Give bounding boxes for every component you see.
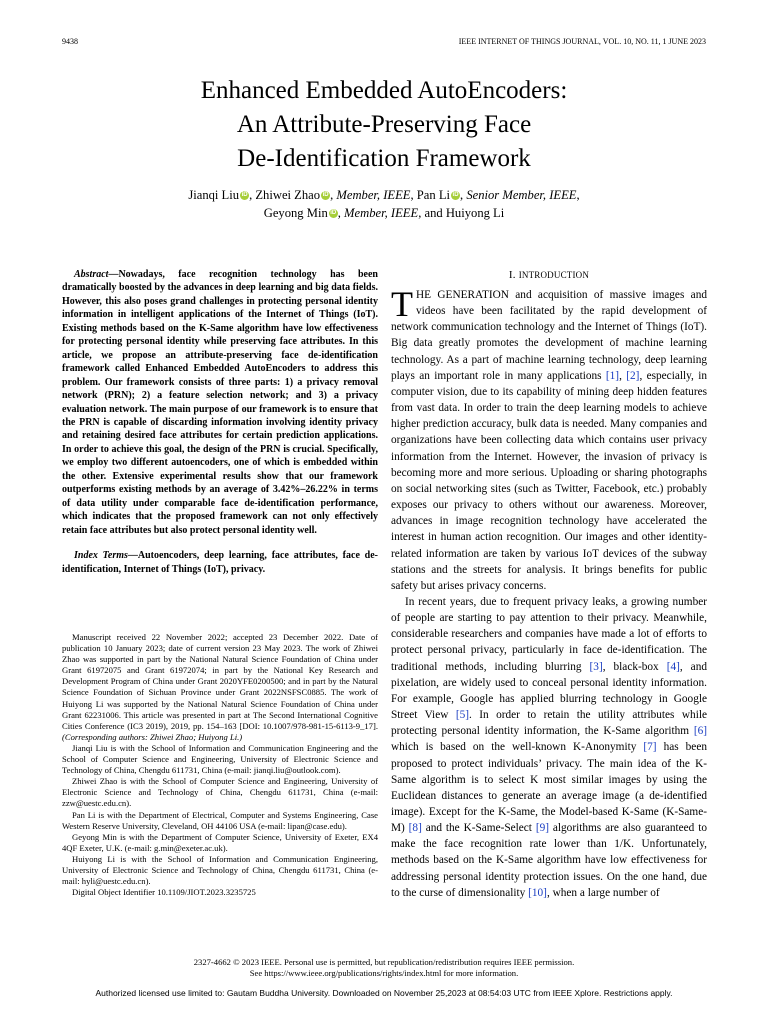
citation-link[interactable]: [8] — [408, 822, 422, 835]
title-line: An Attribute-Preserving Face — [236, 111, 532, 138]
license-footer: Authorized licensed use limited to: Gautam Buddha University. Downloaded on November 25,2023 at 08:54:03 UTC from IEEE Xplore. Restrictions apply. — [95, 988, 673, 998]
author-name: Jianqi Liu — [188, 188, 240, 202]
author-role: Member, IEEE — [336, 188, 411, 202]
author-role: Member, IEEE — [344, 206, 419, 220]
right-column — [391, 268, 707, 901]
author-name: Pan Li — [416, 188, 451, 202]
paper-title — [0, 74, 768, 176]
citation-link[interactable]: [1] — [605, 369, 620, 382]
section-heading — [391, 268, 707, 287]
copyright-notice: 2327-4662 © 2023 IEEE. Personal use is permitted, but republication/redistribution requires IEEE permission. See https://www.ieee.org/publications/rights/index.html for more information. — [193, 957, 575, 978]
section-title: INTRODUCTION — [518, 270, 590, 280]
footnote-paragraph: Pan Li is with the Department of Electrical, Computer and Systems Engineering, Case Western Reserve University, Cleveland, OH 44106 USA (e-mail: lipan@case.edu). — [62, 809, 378, 831]
footnote-paragraph: Jianqi Liu is with the School of Information and Communication Engineering and the School of Computer Science and Engineering, University of Electronic Science and Technology of China, Chengdu 611731, China (e-mail: jianqi.liu@outlook.com). — [62, 742, 378, 776]
section-body — [391, 284, 707, 901]
journal-info: IEEE INTERNET OF THINGS JOURNAL, VOL. 10, NO. 11, 1 JUNE 2023 — [458, 37, 706, 46]
citation-link[interactable]: [10] — [528, 886, 547, 899]
section-number: I. — [508, 269, 516, 281]
footnote-paragraph: Manuscript received 22 November 2022; accepted 23 December 2022. Date of publication 10 January 2023; date of current version 23 May 2023. The work of Zhiwei Zhao was supported in part by the National Natural Science Foundation of China under Grant 61972075 and Grant 61972074; in part by the National Key Research and Development Program of China under Grant 2020YFE0200500; and in part by the Natural Science Foundation of Sichuan Province under Grant 2022NSFSC0885. The work of Huiyong Li was supported by the National Natural Science Foundation of China under Grant 62231006. This article was presented in part at The Second International Cognitive Cities Conference (IC3 2019), 2019, pp. 154–163 [DOI: 10.1007/978-981-15-6113-9_17]. (Corresponding authors: Zhiwei Zhao; Huiyong Li.) — [62, 632, 378, 742]
orcid-icon[interactable]: iD — [452, 192, 459, 198]
abstract-text: Nowadays, face recognition technology has been dramatically boosted by the advances in deep learning and big data fields. However, this also poses grand challenges in protecting personal identity information in intelligent applications of the Internet of Things (IoT). Existing methods based on the K-Same algorithm have low effectiveness for protecting personal identity while preserving face attributes. In this article, we propose an attribute-preserving face de-identification framework called Enhanced Embedded AutoEncoders to address this problem. Our framework consists of three parts: 1) a privacy removal network (PRN); 2) a feature selection network; and 3) a privacy evaluation network. The main purpose of our framework is to ensure that the PRN is capable of discarding information involving identity privacy and retaining desired face attributes for certain prediction applications. In order to achieve this goal, the design of the PRN is crucial. Specifically, we employ two different autoencoders, one of which is embedded within the other. Extensive experimental results show that our framework outperforms existing methods by an average of 3.42%–26.22% in terms of data utility under comparable face de-identification performance, which indicates that the proposed framework can not only effectively retain face attributes but also protect personal identity well. — [62, 269, 378, 536]
title-line: Enhanced Embedded AutoEncoders: — [200, 77, 568, 104]
footnote-paragraph: Huiyong Li is with the School of Information and Communication Engineering, University of Electronic Science and Technology of China, Chengdu 611731, China (e-mail: hyli@uestc.edu.cn). — [62, 853, 378, 887]
doi: Digital Object Identifier 10.1109/JIOT.2023.3235725 — [72, 887, 256, 898]
orcid-icon[interactable]: iD — [241, 192, 248, 198]
orcid-icon[interactable]: iD — [330, 210, 337, 216]
footnote — [62, 632, 378, 898]
corresponding-authors: (Corresponding authors: Zhiwei Zhao; Huiyong Li.) — [62, 731, 243, 742]
author-conjunction: and — [424, 206, 443, 220]
drop-cap: T — [391, 284, 413, 324]
body-paragraph: In recent years, due to frequent privacy leaks, a growing number of people are starting to pay attention to their privacy. Meanwhile, considerable researchers and companies have made a lot of efforts to protect personal privacy, particularly in face de-identification. The traditional methods, including blurring [3], black-box [4], and pixelation, are widely used to conceal personal identity information. For example, Google has applied blurring technology in Google Street View [5]. In order to retain the utility attributes while protecting personal identity information, the K-Same algorithm [6] which is based on the well-known K-Anonymity [7] has been proposed to protect individuals’ privacy. The main idea of the K-Same algorithm is to select K most similar images by using the Euclidean distances to generate an average image (a de-identified image). Except for the K-Same, the Model-based K-Same (K-Same-M) [8] and the K-Same-Select [9] algorithms are also guaranteed to make the face recognition rate lower than 1/K. Unfortunately, methods based on the K-Same algorithm have low effectiveness for addressing personal identity protection issues. On the one hand, due to the curse of dimensionality [10], when a large number of — [391, 595, 707, 899]
citation-link[interactable]: [3] — [589, 660, 603, 673]
citation-link[interactable]: [5] — [455, 709, 469, 722]
body-paragraph: THE GENERATION and acquisition of massive images and videos have been facilitated by the rapid development of network communication technology and the Internet of Things (IoT). Big data greatly promotes the development of machine learning technology. As a part of machine learning technology, deep learning plays an important role in many applications [1], [2], especially, in computer vision, due to its capability of mining deep hidden features from vast data. In order to train the deep learning models to achieve higher prediction accuracy, bulk data is needed. Many companies and organizations have been collecting data which contains user privacy information from the Internet. However, the invasion of privacy is becoming more and more serious. Uploading or sharing photographs on social networking sites (such as Twitter, Facebook, etc.) probably exposes our privacy to others without our awareness. Moreover, advances in image recognition technology have accelerated the interest in human action recognition. Our images and other identity-related information are taken by various IoT devices of the subway stations and the streets for analysis. It brings benefits for public safety but arises privacy concerns. — [391, 284, 707, 592]
index-terms: Index Terms—Autoencoders, deep learning, face attributes, face de-identification, Internet of Things (IoT), privacy. — [62, 550, 379, 575]
page-number: 9438 — [62, 37, 78, 46]
title-line: De-Identification Framework — [237, 145, 531, 172]
author-role: Senior Member, IEEE — [466, 188, 577, 202]
left-column — [62, 268, 378, 576]
running-header — [62, 37, 706, 49]
author-name: Zhiwei Zhao — [255, 188, 321, 202]
index-terms-text: Autoencoders, deep learning, face attributes, face de-identification, Internet of Things (IoT), privacy. — [62, 550, 379, 575]
abstract: Abstract—Nowadays, face recognition technology has been dramatically boosted by the advances in deep learning and big data fields. However, this also poses grand challenges in protecting personal identity information in intelligent applications of the Internet of Things (IoT). Existing methods based on the K-Same algorithm have low effectiveness for protecting personal identity while preserving face attributes. In this article, we propose an attribute-preserving face de-identification framework called Enhanced Embedded AutoEncoders to address this problem. Our framework consists of three parts: 1) a privacy removal network (PRN); 2) a feature selection network; and 3) a privacy evaluation network. The main purpose of our framework is to ensure that the PRN is capable of discarding information involving identity privacy and retaining desired face attributes for certain prediction applications. In order to achieve this goal, the design of the PRN is crucial. Specifically, we employ two different autoencoders, one of which is embedded within the other. Extensive experimental results show that our framework outperforms existing methods by an average of 3.42%–26.22% in terms of data utility under comparable face de-identification performance, which indicates that the proposed framework can not only effectively retain face attributes but also protect personal identity well. Index Terms—Autoencoders, deep learning, face attributes, face de-identification, Internet of Things (IoT), privacy. — [62, 269, 379, 575]
author-name: Geyong Min — [263, 206, 328, 220]
index-terms-label: Index Terms — [74, 550, 128, 562]
citation-link[interactable]: [4] — [666, 660, 680, 673]
citation-link[interactable]: [6] — [693, 725, 707, 738]
footnote-paragraph: Geyong Min is with the Department of Computer Science, University of Exeter, EX4 4QF Exeter, U.K. (e-mail: g.min@exeter.ac.uk). — [62, 831, 378, 853]
orcid-icon[interactable]: iD — [322, 192, 329, 198]
footnote-paragraph: Zhiwei Zhao is with the School of Computer Science and Engineering, University of Electronic Science and Technology of China, Chengdu 611731, China (e-mail: zzw@uestc.edu.cn). — [62, 776, 378, 809]
author-list: Jianqi Liu iD , Zhiwei Zhao iD , Member, IEEE, Pan Li iD , Senior Member, IEEE, Geyong Min iD , Member, IEEE, and Huiyong Li — [188, 188, 580, 220]
citation-link[interactable]: [2] — [626, 369, 640, 382]
abstract-label: Abstract — [74, 269, 109, 280]
citation-link[interactable]: [9] — [535, 822, 550, 835]
citation-link[interactable]: [7] — [643, 741, 657, 754]
author-name: Huiyong Li — [445, 206, 505, 220]
